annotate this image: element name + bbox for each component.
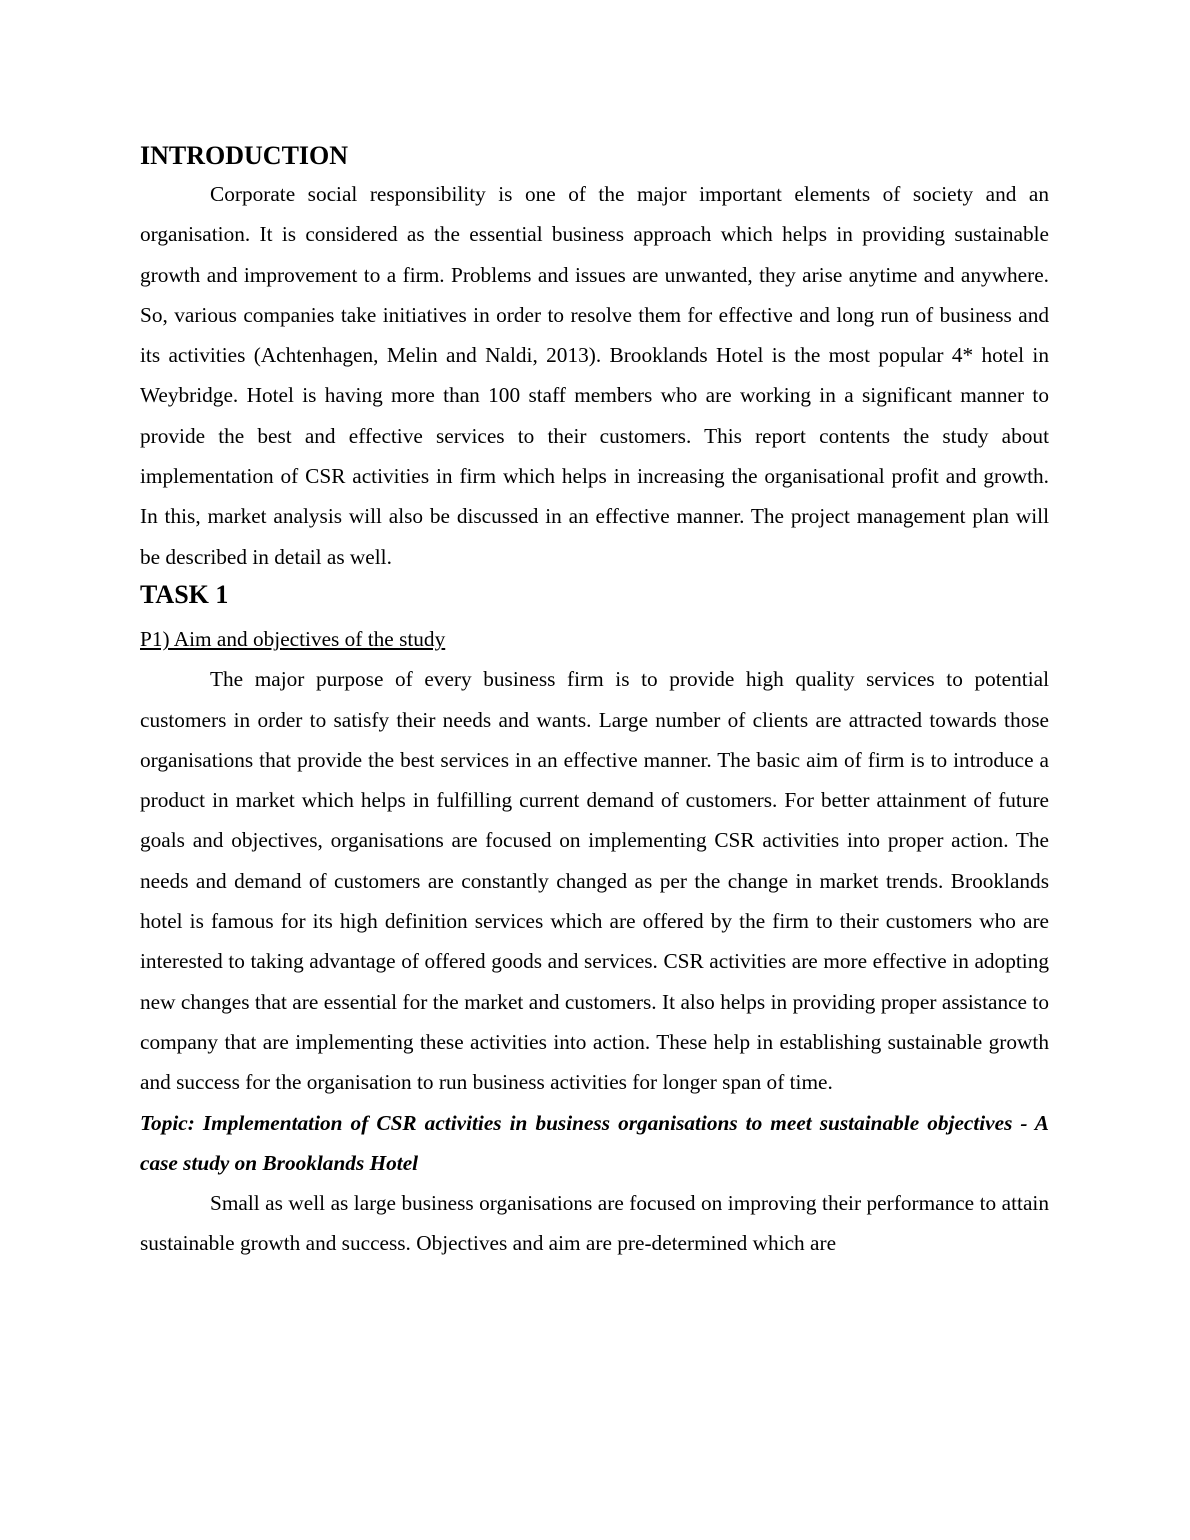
task1-subheading: P1) Aim and objectives of the study — [140, 626, 446, 651]
task1-paragraph-2: Small as well as large business organisations are focused on improving their performance to attain sustainable growth and success. Objectives and aim are pre-determined which are — [140, 1191, 1049, 1256]
topic-statement: Topic: Implementation of CSR activities in business organisations to meet sustainable objectives - A case study on Brooklands Hotel — [140, 1110, 1049, 1175]
task1-heading: TASK 1 — [140, 579, 229, 609]
introduction-paragraph: Corporate social responsibility is one of the major important elements of society and an organisation. It is considered as the essential business approach which helps in providing sustainable growth and improvement to a firm. Problems and issues are unwanted, they arise anytime and anywhere. So, various companies take initiatives in order to resolve them for effective and long run of business and its activities (Achtenhagen, Melin and Naldi, 2013). Brooklands Hotel is the most popular 4* hotel in Weybridge. Hotel is having more than 100 staff members who are working in a significant manner to provide the best and effective services to their customers. This report contents the study about implementation of CSR activities in firm which helps in increasing the organisational profit and growth. In this, market analysis will also be discussed in an effective manner. The project management plan will be described in detail as well. — [140, 182, 1049, 569]
introduction-heading: INTRODUCTION — [140, 141, 349, 170]
document-page — [140, 138, 1049, 1264]
task1-paragraph: The major purpose of every business firm is to provide high quality services to potential customers in order to satisfy their needs and wants. Large number of clients are attracted towards those organisations that provide the best services in an effective manner. The basic aim of firm is to introduce a product in market which helps in fulfilling current demand of customers. For better attainment of future goals and objectives, organisations are focused on implementing CSR activities into proper action. The needs and demand of customers are constantly changed as per the change in market trends. Brooklands hotel is famous for its high definition services which are offered by the firm to their customers who are interested to taking advantage of offered goods and services. CSR activities are more effective in adopting new changes that are essential for the market and customers. It also helps in providing proper assistance to company that are implementing these activities into action. These help in establishing sustainable growth and success for the organisation to run business activities for longer span of time. — [140, 667, 1049, 1095]
